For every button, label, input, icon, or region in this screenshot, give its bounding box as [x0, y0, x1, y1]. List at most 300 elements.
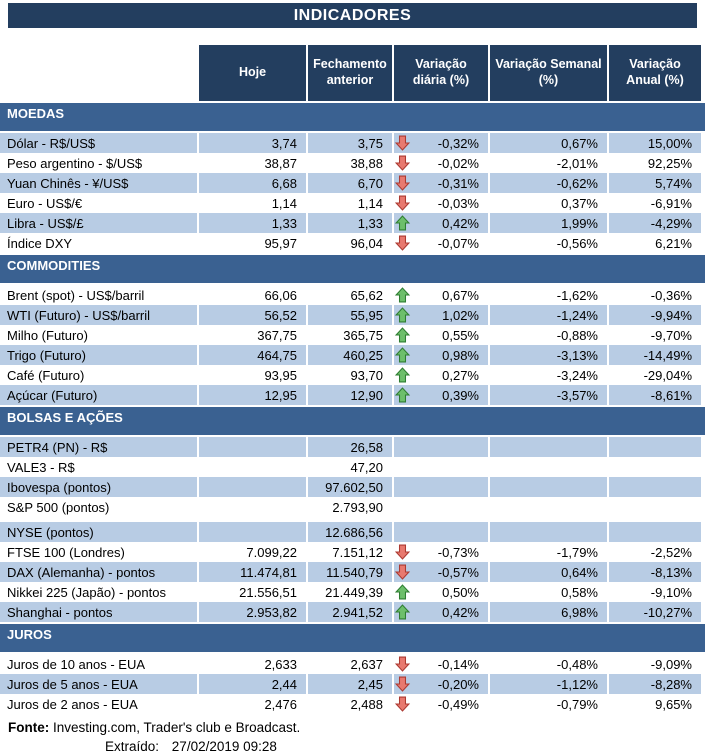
- cell-fechamento: [308, 562, 394, 582]
- cell-variacao-diaria: [394, 457, 490, 477]
- table-row-yuan-chines-us: [0, 173, 705, 193]
- cell-fechamento-value: 21.449,39: [325, 584, 383, 600]
- cell-label-value: Milho (Futuro): [7, 327, 88, 343]
- section-header-juros: JUROS: [0, 624, 705, 652]
- cell-variacao-anual: [609, 437, 703, 457]
- cell-hoje: [199, 437, 308, 457]
- source-label: Fonte:: [8, 720, 50, 735]
- cell-label-value: Yuan Chinês - ¥/US$: [7, 175, 129, 191]
- cell-fechamento-value: 96,04: [350, 235, 383, 251]
- cell-fechamento-value: 47,20: [350, 459, 383, 475]
- cell-fechamento-value: 365,75: [343, 327, 383, 343]
- cell-variacao-semanal: [490, 133, 609, 153]
- cell-hoje: [199, 457, 308, 477]
- cell-variacao-semanal: [490, 694, 609, 714]
- cell-variacao-anual-value: -0,36%: [650, 287, 692, 303]
- cell-variacao-semanal: [490, 153, 609, 173]
- cell-hoje-value: 3,74: [271, 135, 297, 151]
- table-row-shanghai-pontos: [0, 602, 705, 622]
- cell-variacao-anual: [609, 654, 703, 674]
- cell-label: [0, 457, 199, 477]
- source-text: Investing.com, Trader's club e Broadcast.: [53, 720, 301, 735]
- cell-variacao-diaria: [394, 133, 490, 153]
- cell-label-value: FTSE 100 (Londres): [7, 544, 125, 560]
- cell-variacao-diaria-value: 0,98%: [442, 347, 479, 363]
- down-arrow-icon: [395, 544, 410, 560]
- down-arrow-icon: [395, 135, 410, 151]
- up-arrow-icon: [395, 367, 410, 383]
- table-row-nikkei-225-japao-pontos: [0, 582, 705, 602]
- cell-label: [0, 133, 199, 153]
- cell-variacao-diaria-value: -0,03%: [437, 195, 479, 211]
- table-row-vale3-r: [0, 457, 705, 477]
- cell-fechamento: [308, 193, 394, 213]
- cell-label-value: Café (Futuro): [7, 367, 85, 383]
- cell-variacao-semanal-value: -0,48%: [556, 656, 598, 672]
- cell-label: [0, 213, 199, 233]
- cell-label: [0, 522, 199, 542]
- cell-variacao-anual: [609, 285, 703, 305]
- up-arrow-icon: [395, 584, 410, 600]
- cell-variacao-semanal-value: -3,24%: [556, 367, 598, 383]
- cell-fechamento-value: 2.793,90: [332, 499, 383, 515]
- cell-variacao-semanal-value: -1,79%: [556, 544, 598, 560]
- cell-variacao-anual: [609, 365, 703, 385]
- cell-label: [0, 305, 199, 325]
- cell-variacao-diaria: [394, 542, 490, 562]
- table-row-ftse-100-londres: [0, 542, 705, 562]
- cell-hoje-value: 464,75: [257, 347, 297, 363]
- cell-variacao-diaria: [394, 582, 490, 602]
- cell-variacao-semanal: [490, 674, 609, 694]
- cell-hoje: [199, 602, 308, 622]
- cell-variacao-semanal: [490, 542, 609, 562]
- cell-hoje-value: 367,75: [257, 327, 297, 343]
- down-arrow-icon: [395, 195, 410, 211]
- cell-hoje: [199, 497, 308, 517]
- table-row-brent-spot-us-barril: [0, 285, 705, 305]
- cell-hoje: [199, 285, 308, 305]
- cell-fechamento: [308, 325, 394, 345]
- cell-label: [0, 602, 199, 622]
- up-arrow-icon: [395, 327, 410, 343]
- column-header-variacao-semanal: Variação Semanal (%): [490, 45, 609, 101]
- cell-hoje: [199, 385, 308, 405]
- cell-variacao-anual-value: -8,61%: [650, 387, 692, 403]
- cell-variacao-diaria: [394, 497, 490, 517]
- cell-label-value: Juros de 5 anos - EUA: [7, 676, 138, 692]
- cell-variacao-diaria-value: -0,14%: [437, 656, 479, 672]
- cell-label-value: DAX (Alemanha) - pontos: [7, 564, 156, 580]
- cell-fechamento-value: 2,637: [350, 656, 383, 672]
- cell-variacao-anual: [609, 582, 703, 602]
- cell-label: [0, 437, 199, 457]
- cell-variacao-anual: [609, 345, 703, 365]
- cell-fechamento-value: 11.540,79: [326, 564, 383, 580]
- cell-label-value: WTI (Futuro) - US$/barril: [7, 307, 151, 323]
- cell-variacao-anual-value: -8,13%: [650, 564, 692, 580]
- cell-label: [0, 385, 199, 405]
- section-header-commodities: COMMODITIES: [0, 255, 705, 283]
- cell-variacao-anual-value: -9,10%: [650, 584, 692, 600]
- cell-variacao-diaria-value: -0,32%: [437, 135, 479, 151]
- cell-variacao-diaria-value: 0,42%: [442, 215, 479, 231]
- cell-fechamento-value: 12.686,56: [325, 524, 383, 540]
- cell-fechamento-value: 6,70: [357, 175, 383, 191]
- cell-variacao-semanal: [490, 522, 609, 542]
- cell-variacao-diaria: [394, 477, 490, 497]
- cell-variacao-anual-value: -2,52%: [650, 544, 692, 560]
- extracted-timestamp: 27/02/2019 09:28: [171, 738, 277, 754]
- cell-variacao-diaria: [394, 562, 490, 582]
- cell-variacao-diaria-value: 0,39%: [442, 387, 479, 403]
- cell-fechamento: [308, 477, 394, 497]
- cell-hoje: [199, 213, 308, 233]
- down-arrow-icon: [395, 155, 410, 171]
- cell-fechamento: [308, 345, 394, 365]
- cell-variacao-anual-value: -4,29%: [650, 215, 692, 231]
- cell-variacao-semanal-value: -1,12%: [556, 676, 598, 692]
- cell-hoje: [199, 325, 308, 345]
- cell-label: [0, 193, 199, 213]
- up-arrow-icon: [395, 215, 410, 231]
- cell-hoje-value: 66,06: [264, 287, 297, 303]
- cell-label-value: Ibovespa (pontos): [7, 479, 112, 495]
- cell-fechamento: [308, 522, 394, 542]
- cell-variacao-diaria-value: -0,57%: [437, 564, 479, 580]
- cell-variacao-semanal: [490, 477, 609, 497]
- cell-label: [0, 694, 199, 714]
- cell-fechamento-value: 7.151,12: [332, 544, 383, 560]
- cell-fechamento: [308, 542, 394, 562]
- up-arrow-icon: [395, 307, 410, 323]
- cell-fechamento-value: 55,95: [350, 307, 383, 323]
- cell-hoje-value: 93,95: [264, 367, 297, 383]
- cell-hoje: [199, 193, 308, 213]
- cell-variacao-semanal: [490, 582, 609, 602]
- table-row-trigo-futuro: [0, 345, 705, 365]
- cell-variacao-semanal: [490, 345, 609, 365]
- cell-variacao-semanal-value: -1,24%: [556, 307, 598, 323]
- table-row-juros-de-2-anos-eua: [0, 694, 705, 714]
- cell-variacao-anual: [609, 674, 703, 694]
- sections: [0, 103, 705, 714]
- cell-fechamento-value: 3,75: [357, 135, 383, 151]
- cell-variacao-anual-value: 15,00%: [647, 135, 692, 151]
- cell-label: [0, 345, 199, 365]
- cell-variacao-semanal-value: -2,01%: [556, 155, 598, 171]
- extracted-label: Extraído:: [105, 738, 160, 754]
- cell-hoje: [199, 562, 308, 582]
- cell-hoje-value: 2.953,82: [246, 604, 297, 620]
- cell-hoje: [199, 582, 308, 602]
- cell-fechamento: [308, 385, 394, 405]
- table-row-dolar-r-us: [0, 133, 705, 153]
- cell-variacao-anual: [609, 477, 703, 497]
- cell-variacao-anual-value: 5,74%: [655, 175, 692, 191]
- cell-hoje: [199, 522, 308, 542]
- table-row-libra-us: [0, 213, 705, 233]
- cell-variacao-anual: [609, 522, 703, 542]
- cell-variacao-diaria-value: 0,42%: [442, 604, 479, 620]
- cell-label-value: Peso argentino - $/US$: [7, 155, 143, 171]
- cell-variacao-anual: [609, 305, 703, 325]
- cell-label: [0, 674, 199, 694]
- page-title: INDICADORES: [293, 6, 412, 24]
- cell-variacao-diaria: [394, 654, 490, 674]
- cell-label: [0, 497, 199, 517]
- table-row-juros-de-5-anos-eua: [0, 674, 705, 694]
- cell-fechamento-value: 2,488: [350, 696, 383, 712]
- cell-variacao-diaria: [394, 233, 490, 253]
- cell-variacao-diaria: [394, 522, 490, 542]
- cell-hoje-value: 95,97: [264, 235, 297, 251]
- table-row-cafe-futuro: [0, 365, 705, 385]
- column-header-variacao-anual: Variação Anual (%): [609, 45, 703, 101]
- cell-variacao-diaria-value: -0,07%: [437, 235, 479, 251]
- cell-variacao-diaria-value: 0,55%: [442, 327, 479, 343]
- cell-label-value: Shanghai - pontos: [7, 604, 113, 620]
- cell-variacao-semanal-value: -1,62%: [556, 287, 598, 303]
- cell-variacao-diaria: [394, 694, 490, 714]
- cell-fechamento: [308, 694, 394, 714]
- cell-label-value: Índice DXY: [7, 235, 73, 251]
- cell-hoje-value: 11.474,81: [240, 564, 297, 580]
- header-spacer: [0, 45, 199, 101]
- cell-hoje-value: 2,476: [264, 696, 297, 712]
- cell-variacao-semanal: [490, 305, 609, 325]
- cell-variacao-diaria: [394, 325, 490, 345]
- cell-label-value: Dólar - R$/US$: [7, 135, 96, 151]
- cell-label-value: S&P 500 (pontos): [7, 499, 110, 515]
- cell-fechamento-value: 97.602,50: [325, 479, 383, 495]
- cell-variacao-diaria-value: -0,31%: [437, 175, 479, 191]
- cell-variacao-semanal: [490, 213, 609, 233]
- cell-fechamento-value: 12,90: [350, 387, 383, 403]
- report-title-bar: [8, 3, 697, 28]
- cell-variacao-semanal-value: 0,64%: [561, 564, 598, 580]
- cell-variacao-anual: [609, 562, 703, 582]
- cell-hoje: [199, 365, 308, 385]
- cell-fechamento-value: 1,14: [357, 195, 383, 211]
- cell-label-value: Juros de 2 anos - EUA: [7, 696, 138, 712]
- cell-hoje: [199, 233, 308, 253]
- cell-label-value: Nikkei 225 (Japão) - pontos: [7, 584, 166, 600]
- cell-variacao-semanal-value: 0,37%: [561, 195, 598, 211]
- cell-variacao-semanal: [490, 365, 609, 385]
- cell-variacao-anual-value: -29,04%: [643, 367, 692, 383]
- cell-label: [0, 477, 199, 497]
- cell-variacao-diaria: [394, 602, 490, 622]
- up-arrow-icon: [395, 347, 410, 363]
- cell-fechamento: [308, 365, 394, 385]
- cell-variacao-anual: [609, 153, 703, 173]
- cell-variacao-diaria-value: 0,67%: [442, 287, 479, 303]
- section-header-bolsas-e-acoes: BOLSAS E AÇÕES: [0, 407, 705, 435]
- cell-variacao-anual: [609, 233, 703, 253]
- table-row-nyse-pontos: [0, 522, 705, 542]
- cell-label: [0, 173, 199, 193]
- cell-fechamento-value: 65,62: [350, 287, 383, 303]
- cell-label: [0, 325, 199, 345]
- cell-fechamento: [308, 497, 394, 517]
- cell-variacao-semanal-value: 1,99%: [561, 215, 598, 231]
- cell-variacao-anual-value: -14,49%: [643, 347, 692, 363]
- cell-variacao-anual: [609, 133, 703, 153]
- cell-fechamento: [308, 285, 394, 305]
- cell-variacao-semanal-value: -0,88%: [556, 327, 598, 343]
- cell-hoje-value: 21.556,51: [239, 584, 297, 600]
- cell-fechamento: [308, 654, 394, 674]
- cell-variacao-semanal: [490, 233, 609, 253]
- cell-variacao-semanal-value: -0,62%: [556, 175, 598, 191]
- cell-variacao-anual-value: -10,27%: [643, 604, 692, 620]
- table-row-indice-dxy: [0, 233, 705, 253]
- indicators-report: [0, 3, 705, 754]
- cell-fechamento-value: 2,45: [357, 676, 383, 692]
- down-arrow-icon: [395, 656, 410, 672]
- up-arrow-icon: [395, 387, 410, 403]
- cell-variacao-diaria: [394, 345, 490, 365]
- cell-variacao-diaria-value: -0,49%: [437, 696, 479, 712]
- cell-fechamento: [308, 133, 394, 153]
- cell-hoje: [199, 345, 308, 365]
- cell-fechamento: [308, 233, 394, 253]
- cell-variacao-anual: [609, 497, 703, 517]
- cell-hoje-value: 1,33: [271, 215, 297, 231]
- cell-variacao-semanal: [490, 457, 609, 477]
- source-line: [0, 719, 705, 737]
- table-row-wti-futuro-us-barril: [0, 305, 705, 325]
- cell-variacao-diaria-value: -0,02%: [437, 155, 479, 171]
- cell-label: [0, 542, 199, 562]
- cell-label: [0, 654, 199, 674]
- cell-hoje: [199, 542, 308, 562]
- cell-variacao-semanal: [490, 325, 609, 345]
- cell-hoje: [199, 305, 308, 325]
- cell-fechamento: [308, 153, 394, 173]
- cell-hoje: [199, 153, 308, 173]
- extracted-line: [0, 738, 705, 755]
- table-row-acucar-futuro: [0, 385, 705, 405]
- cell-hoje: [199, 674, 308, 694]
- cell-variacao-semanal: [490, 562, 609, 582]
- cell-hoje-value: 1,14: [271, 195, 297, 211]
- cell-hoje: [199, 477, 308, 497]
- cell-label-value: Açúcar (Futuro): [7, 387, 98, 403]
- cell-variacao-diaria-value: 0,27%: [442, 367, 479, 383]
- cell-fechamento-value: 2.941,52: [332, 604, 383, 620]
- cell-fechamento-value: 93,70: [350, 367, 383, 383]
- cell-variacao-semanal: [490, 173, 609, 193]
- cell-variacao-diaria: [394, 153, 490, 173]
- cell-variacao-diaria-value: 1,02%: [442, 307, 479, 323]
- cell-label-value: PETR4 (PN) - R$: [7, 439, 108, 455]
- cell-variacao-diaria: [394, 365, 490, 385]
- table-row-ibovespa-pontos: [0, 477, 705, 497]
- cell-label: [0, 582, 199, 602]
- cell-variacao-semanal-value: -3,13%: [556, 347, 598, 363]
- cell-variacao-semanal: [490, 437, 609, 457]
- cell-label: [0, 365, 199, 385]
- cell-variacao-diaria: [394, 305, 490, 325]
- cell-variacao-diaria: [394, 193, 490, 213]
- cell-label: [0, 285, 199, 305]
- down-arrow-icon: [395, 696, 410, 712]
- cell-label-value: Brent (spot) - US$/barril: [7, 287, 145, 303]
- column-header-variacao-diaria: Variação diária (%): [394, 45, 490, 101]
- cell-label-value: Libra - US$/£: [7, 215, 84, 231]
- down-arrow-icon: [395, 235, 410, 251]
- cell-variacao-diaria-value: 0,50%: [442, 584, 479, 600]
- cell-variacao-anual-value: -6,91%: [650, 195, 692, 211]
- cell-variacao-anual-value: 92,25%: [647, 155, 692, 171]
- cell-hoje: [199, 654, 308, 674]
- cell-variacao-diaria-value: -0,73%: [437, 544, 479, 560]
- cell-label-value: NYSE (pontos): [7, 524, 94, 540]
- cell-variacao-anual: [609, 173, 703, 193]
- cell-variacao-anual: [609, 325, 703, 345]
- cell-hoje: [199, 173, 308, 193]
- cell-variacao-diaria: [394, 437, 490, 457]
- cell-variacao-semanal: [490, 385, 609, 405]
- cell-fechamento-value: 38,88: [350, 155, 383, 171]
- cell-variacao-anual-value: -9,70%: [650, 327, 692, 343]
- cell-fechamento: [308, 305, 394, 325]
- down-arrow-icon: [395, 564, 410, 580]
- cell-variacao-anual-value: -8,28%: [650, 676, 692, 692]
- column-header-fechamento: Fechamento anterior: [308, 45, 394, 101]
- cell-variacao-anual: [609, 193, 703, 213]
- cell-label: [0, 562, 199, 582]
- cell-label-value: Trigo (Futuro): [7, 347, 86, 363]
- cell-variacao-anual-value: -9,09%: [650, 656, 692, 672]
- cell-fechamento: [308, 582, 394, 602]
- cell-variacao-anual-value: 6,21%: [655, 235, 692, 251]
- down-arrow-icon: [395, 175, 410, 191]
- cell-variacao-diaria: [394, 674, 490, 694]
- cell-variacao-semanal-value: -0,79%: [556, 696, 598, 712]
- cell-variacao-diaria: [394, 385, 490, 405]
- column-header-hoje: Hoje: [199, 45, 308, 101]
- cell-variacao-semanal-value: -0,56%: [556, 235, 598, 251]
- cell-hoje-value: 12,95: [264, 387, 297, 403]
- cell-variacao-diaria: [394, 285, 490, 305]
- table-row-s-p-500-pontos: [0, 497, 705, 517]
- report-footer: [0, 719, 705, 755]
- cell-variacao-semanal-value: -3,57%: [556, 387, 598, 403]
- cell-variacao-semanal: [490, 193, 609, 213]
- cell-label-value: Euro - US$/€: [7, 195, 83, 211]
- cell-hoje: [199, 133, 308, 153]
- section-header-moedas: MOEDAS: [0, 103, 705, 131]
- cell-fechamento: [308, 437, 394, 457]
- up-arrow-icon: [395, 287, 410, 303]
- cell-label: [0, 153, 199, 173]
- cell-variacao-semanal-value: 0,58%: [561, 584, 598, 600]
- cell-fechamento: [308, 213, 394, 233]
- cell-variacao-semanal: [490, 654, 609, 674]
- table-row-peso-argentino-us: [0, 153, 705, 173]
- table-row-milho-futuro: [0, 325, 705, 345]
- cell-variacao-anual: [609, 385, 703, 405]
- cell-fechamento-value: 26,58: [350, 439, 383, 455]
- cell-variacao-anual: [609, 694, 703, 714]
- cell-variacao-semanal-value: 6,98%: [561, 604, 598, 620]
- table-row-petr4-pn-r: [0, 437, 705, 457]
- cell-hoje-value: 56,52: [264, 307, 297, 323]
- cell-variacao-semanal: [490, 285, 609, 305]
